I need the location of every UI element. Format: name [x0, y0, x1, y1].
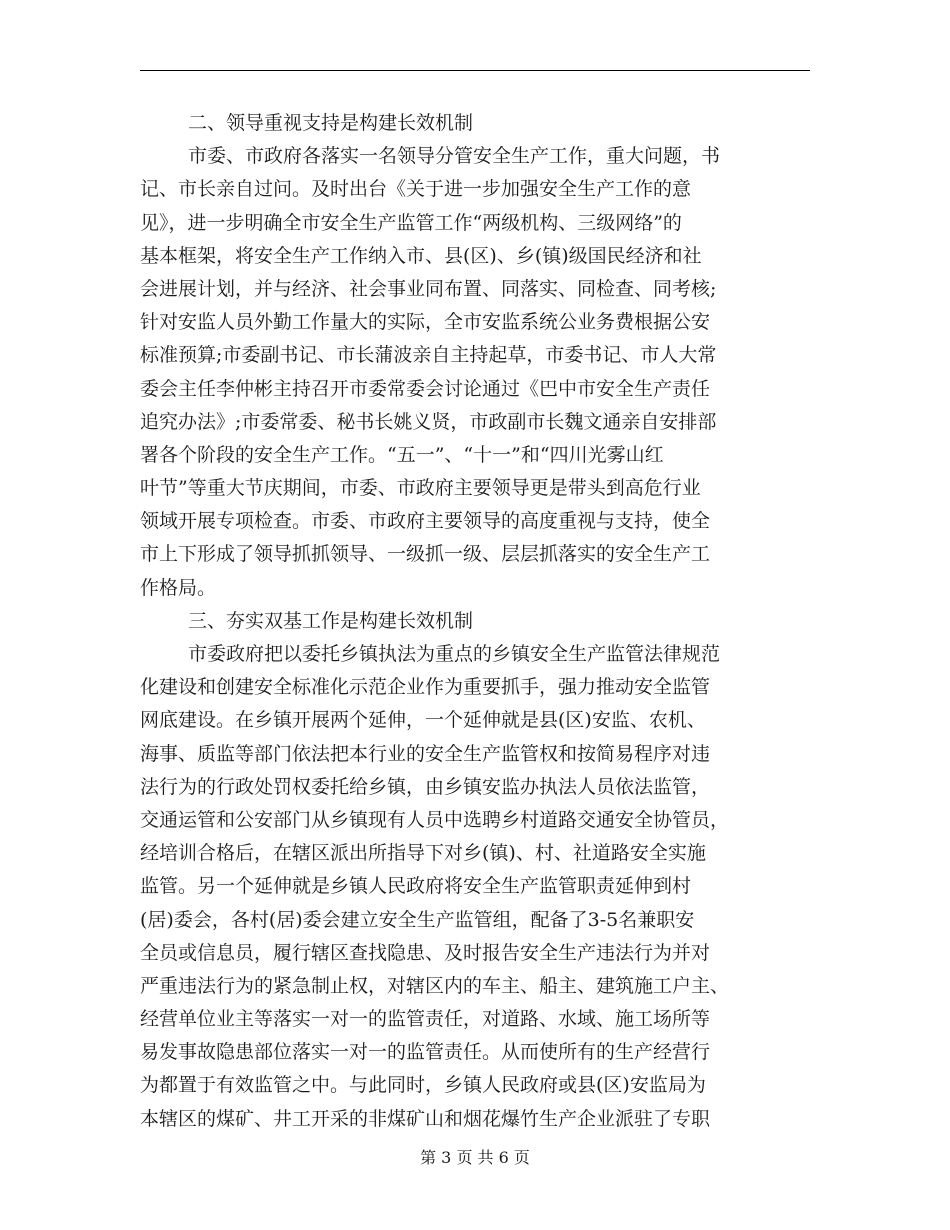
- paragraph-line: 为都置于有效监管之中。与此同时，乡镇人民政府或县(区)安监局为: [140, 1074, 706, 1097]
- paragraph-line: 海事、质监等部门依法把本行业的安全生产监管权和按简易程序对违: [140, 742, 711, 765]
- paragraph-line: 针对安监人员外勤工作量大的实际，全市安监系统公业务费根据公安: [140, 311, 711, 334]
- paragraph-line: 会进展计划，并与经济、社会事业同布置、同落实、同检查、同考核;: [140, 277, 717, 300]
- paragraph-line: 交通运管和公安部门从乡镇现有人员中选聘乡村道路交通安全协管员，: [140, 808, 730, 831]
- paragraph-line: 追究办法》;市委常委、秘书长姚义贤，市政副市长魏文通亲自安排部: [140, 410, 717, 433]
- paragraph-line: 委会主任李仲彬主持召开市委常委会讨论通过《巴中市安全生产责任: [140, 377, 711, 400]
- paragraph-line: 基本框架，将安全生产工作纳入市、县(区)、乡(镇)级国民经济和社: [140, 244, 702, 267]
- paragraph-line: 经营单位业主等落实一对一的监管责任，对道路、水域、施工场所等: [140, 1008, 711, 1031]
- section-heading: 二、领导重视支持是构建长效机制: [188, 112, 474, 134]
- paragraph-line: 本辖区的煤矿、井工开采的非煤矿山和烟花爆竹生产企业派驻了专职: [140, 1107, 711, 1130]
- paragraph-line: (居)委会，各村(居)委会建立安全生产监管组，配备了3-5名兼职安: [140, 908, 695, 931]
- paragraph-line: 市上下形成了领导抓抓领导、一级抓一级、层层抓落实的安全生产工: [140, 543, 711, 566]
- paragraph-line: 网底建设。在乡镇开展两个延伸，一个延伸就是县(区)安监、农机、: [140, 709, 706, 732]
- paragraph-line: 叶节”等重大节庆期间，市委、市政府主要领导更是带头到高危行业: [140, 477, 701, 500]
- header-rule: [140, 70, 810, 71]
- paragraph-line: 作格局。: [140, 576, 217, 599]
- paragraph-line: 标准预算;市委副书记、市长蒲波亲自主持起草，市委书记、市人大常: [140, 344, 717, 367]
- paragraph-line: 严重违法行为的紧急制止权，对辖区内的车主、船主、建筑施工户主、: [140, 974, 730, 997]
- paragraph-line: 全员或信息员，履行辖区查找隐患、及时报告安全生产违法行为并对: [140, 941, 711, 964]
- paragraph-line: 经培训合格后，在辖区派出所指导下对乡(镇)、村、社道路安全实施: [140, 842, 706, 865]
- paragraph-line: 监管。另一个延伸就是乡镇人民政府将安全生产监管职责延伸到村: [140, 875, 692, 898]
- paragraph-line: 记、市长亲自过问。及时出台《关于进一步加强安全生产工作的意: [140, 178, 692, 201]
- paragraph-line: 市委、市政府各落实一名领导分管安全生产工作，重大问题，书: [188, 145, 721, 168]
- paragraph-line: 领域开展专项检查。市委、市政府主要领导的高度重视与支持，使全: [140, 510, 711, 533]
- section-heading: 三、夯实双基工作是构建长效机制: [188, 609, 474, 632]
- paragraph-line: 署各个阶段的安全生产工作。“五一”、“十一”和“四川光雾山红: [140, 443, 664, 466]
- document-body: [140, 107, 810, 1136]
- page-number-footer: 第 3 页 共 6 页: [420, 1148, 530, 1167]
- paragraph-line: 法行为的行政处罚权委托给乡镇，由乡镇安监办执法人员依法监管，: [140, 775, 711, 798]
- paragraph-line: 见》，进一步明确全市安全生产监管工作“两级机构、三级网络”的: [140, 211, 682, 234]
- paragraph-line: 化建设和创建安全标准化示范企业作为重要抓手，强力推动安全监管: [140, 676, 711, 699]
- paragraph-line: 市委政府把以委托乡镇执法为重点的乡镇安全生产监管法律规范: [188, 643, 721, 665]
- paragraph-line: 易发事故隐患部位落实一对一的监管责任。从而使所有的生产经营行: [140, 1041, 711, 1064]
